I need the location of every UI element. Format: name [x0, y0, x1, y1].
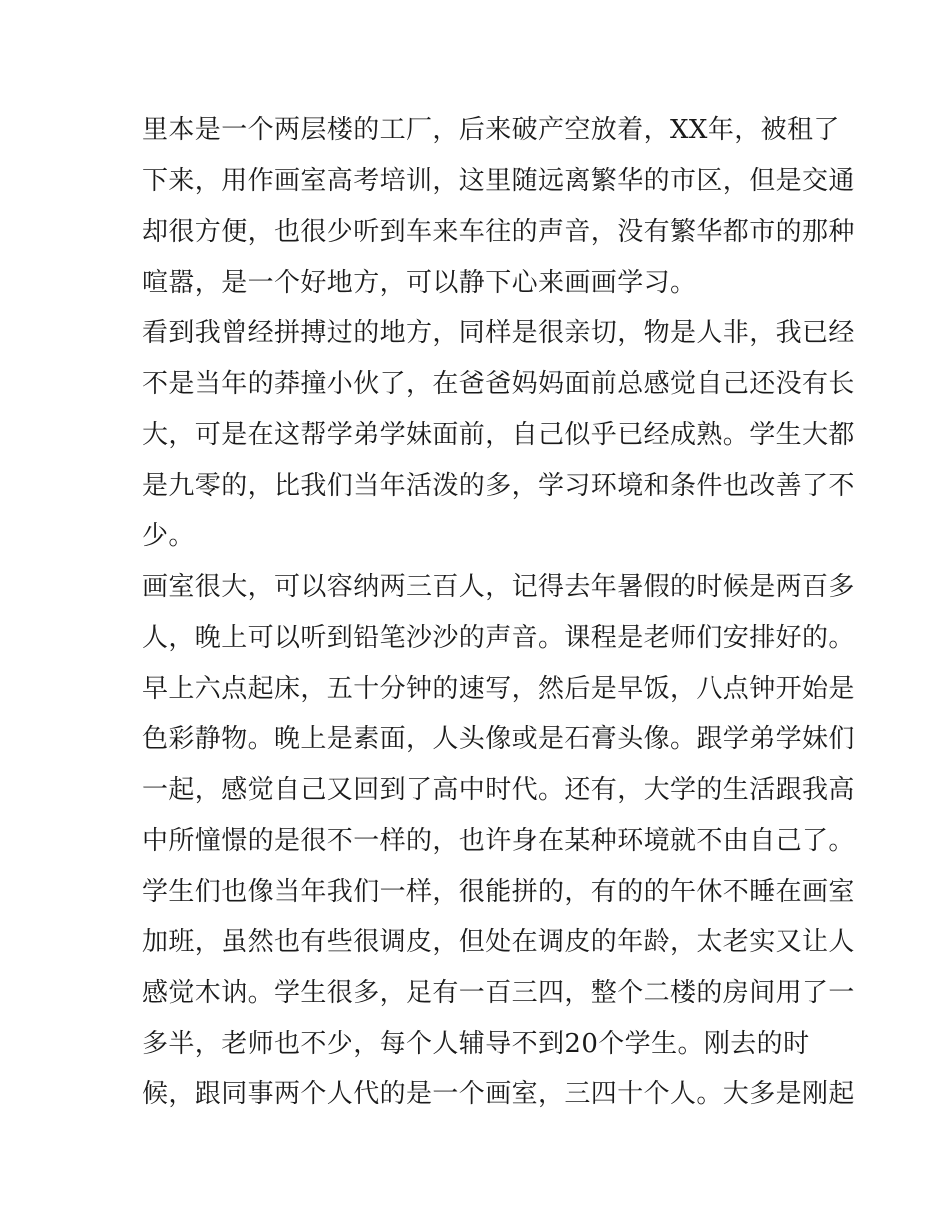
- text-line-7: 大，可是在这帮学弟学妹面前，自己似乎已经成熟。学生大都: [142, 420, 855, 450]
- text-line-20: 候，跟同事两个人代的是一个画室，三四十个人。大多是刚起: [142, 1079, 855, 1109]
- text-line-15: 中所憧憬的是很不一样的，也许身在某种环境就不由自己了。: [142, 826, 855, 856]
- text-line-17: 加班，虽然也有些很调皮，但处在调皮的年龄，太老实又让人: [142, 927, 855, 957]
- text-line-12: 早上六点起床，五十分钟的速写，然后是早饭，八点钟开始是: [142, 674, 855, 704]
- text-line-4: 喧嚣，是一个好地方，可以静下心来画画学习。: [142, 268, 697, 298]
- text-line-16: 学生们也像当年我们一样，很能拼的，有的的午休不睡在画室: [142, 877, 855, 907]
- text-line-13: 色彩静物。晚上是素面，人头像或是石膏头像。跟学弟学妹们: [142, 724, 855, 754]
- text-line-6: 不是当年的莽撞小伙了，在爸爸妈妈面前总感觉自己还没有长: [142, 369, 855, 399]
- text-line-3: 却很方便，也很少听到车来车往的声音，没有繁华都市的那种: [142, 217, 855, 247]
- text-line-2: 下来，用作画室高考培训，这里随远离繁华的市区，但是交通: [142, 166, 855, 196]
- text-line-14: 一起，感觉自己又回到了高中时代。还有，大学的生活跟我高: [142, 775, 855, 805]
- text-line-8: 是九零的，比我们当年活泼的多，学习环境和条件也改善了不: [142, 471, 855, 501]
- text-line-19: 多半，老师也不少，每个人辅导不到20个学生。刚去的时: [142, 1029, 810, 1059]
- text-line-9: 少。: [142, 521, 195, 551]
- text-line-10: 画室很大，可以容纳两三百人，记得去年暑假的时候是两百多: [142, 572, 855, 602]
- text-line-5: 看到我曾经拼搏过的地方，同样是很亲切，物是人非，我已经: [142, 318, 855, 348]
- text-line-1: 里本是一个两层楼的工厂，后来破产空放着，XX年，被租了: [142, 115, 840, 145]
- text-line-18: 感觉木讷。学生很多，足有一百三四，整个二楼的房间用了一: [142, 978, 855, 1008]
- text-line-11: 人，晚上可以听到铅笔沙沙的声音。课程是老师们安排好的。: [142, 623, 855, 653]
